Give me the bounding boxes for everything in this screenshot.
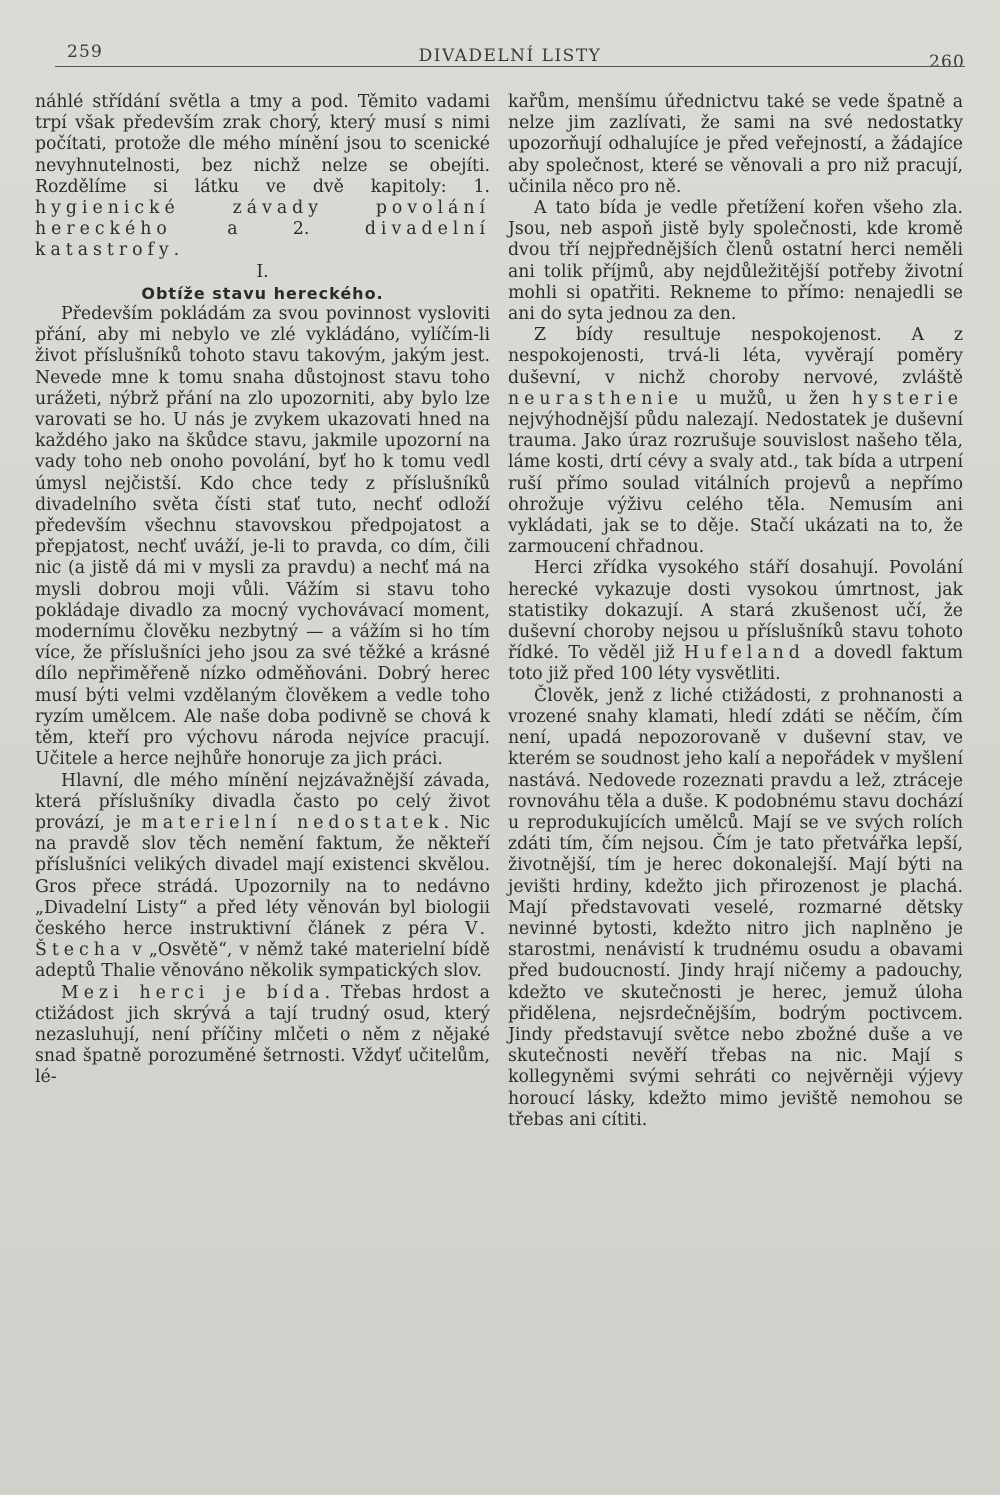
spaced-text: divadelní katastrofy <box>35 219 490 261</box>
paragraph <box>35 983 490 1089</box>
text-run: a 2. <box>171 219 365 240</box>
text-run: Herci zřídka vysokého stáří dosahují. Povolání herecké vykazuje dosti vysokou úmrtnost, jak statistiky dokazují. A stará zkušenost učí, že duševní choroby nejsou u příslušníků stavu tohoto řídké. To věděl již <box>508 558 963 664</box>
paragraph: A tato bída je vedle přetížení kořen všeho zla. Jsou, neb aspoň jistě byly společnosti, kde kromě dvou tří nejpřednějších členů ostatní herci neměli ani tolik příjmů, aby nejdůležitější potřeby životní mohli si opatřiti. Rekneme to přímo: nenajedli se ani do syta jednou za den. <box>508 198 963 325</box>
text-run: Hlavní, dle mého mínění nejzávažnější závada, která příslušníky divadla často po celý život provází, je <box>35 770 490 833</box>
spaced-text: Mezi herci je bída <box>61 982 325 1003</box>
text-run: a dovedl faktum toto již před 100 léty vysvětliti. <box>508 643 963 685</box>
spaced-text: hysterie <box>852 388 963 409</box>
left-column <box>35 92 490 1089</box>
spaced-text: neurasthenie <box>508 388 684 409</box>
section-number: I. <box>256 261 269 282</box>
spaced-text: Hufeland <box>683 643 805 664</box>
section-heading: Obtíže stavu hereckého. <box>141 283 384 303</box>
paragraph: Především pokládám za svou povinnost vysloviti přání, aby mi nebylo ve zlé vykládáno, vylíčím-li život příslušníků tohoto stavu takovým, jakým jest. Nevede mne k tomu snaha důstojnost stavu toho urážeti, nýbrž přání na zlo upozorniti, aby bylo lze varovati se ho. U nás je zvykem ukazovati hned na každého jako na škůdce stavu, jakmile upozorní na vady toho neb onoho povolání, byť ho k tomu vedl úmysl nejčistší. Kdo chce tedy z příslušníků divadelního světa čísti stať tuto, nechť odloží především všechnu stavovskou předpojatost a přepjatost, nechť uváží, je-li to pravda, co dím, čili nic (a jistě dá mi v mysli za pravdu) a nechť má na mysli dobrou moji vůli. Vážím si stavu toho pokládaje divadlo za mocný vychovávací moment, modernímu člověku nezbytný — a vážím si ho tím více, že příslušníci jeho jsou za své těžké a krásné dílo nepřiměřeně nízko odměňováni. Dobrý herec musí býti velmi vzdělaným člověkem a vedle toho ryzím umělcem. Ale naše doba podivně se chová k těm, kteří pro výchovu národa nejvíce pracují. Učitele a herce nejhůře honoruje za jich práci. <box>35 304 490 770</box>
page-number-left: 259 <box>67 42 104 62</box>
text-run: Z bídy resultuje nespokojenost. A z nespokojenosti, trvá-li léta, vyvěrají poměry duševní, v nichž choroby nervové, zvláště <box>508 325 963 388</box>
spaced-text: V. Štecha <box>35 918 490 961</box>
text-run: . Třebas hrdost a ctižádost jich skrývá a tají trudný osud, který nezasluhují, není příčiny mlčeti o něm z nějaké snad špatně porozuměné šetrnosti. Vždyť učitelům, lé- <box>35 982 490 1088</box>
spaced-text: hygienické závady povolání hereckého <box>35 198 490 240</box>
header-rule <box>55 66 965 67</box>
paragraph <box>508 558 963 685</box>
paragraph <box>508 325 963 558</box>
text-run: . Nic na pravdě slov těch nemění faktum, že někteří příslušníci velikých divadel mají existenci skvělou. Gros přece strádá. Upozornily na to nedávno „Divadelní Listy“ a před léty věnován byl biologii českého herce instruktivní článek z péra <box>35 812 490 939</box>
text-run: . <box>173 240 180 261</box>
paragraph: kařům, menšímu úřednictvu také se vede špatně a nelze jim zazlívati, že sami na své nedostatky upozorňují odhalujíce je před veřejností, a žádajíce aby společnost, které se věnovali a pro niž pracují, učinila něco pro ně. <box>508 92 963 197</box>
paragraph <box>35 771 490 983</box>
text-run: nejvýhodnější půdu nalezají. Nedostatek je duševní trauma. Jako úraz rozrušuje souvislost našeho těla, láme kosti, drtí cévy a svaly atd., tak bída a utrpení ruší přímo soulad vitálních projevů a nepřímo ohrožuje výživu celého těla. Nemusím ani vykládati, jak se to děje. Stačí ukázati na to, že zarmoucení chřadnou. <box>508 410 963 558</box>
text-run: u mužů, u žen <box>683 388 853 409</box>
spaced-text: materielní nedostatek <box>141 812 444 833</box>
journal-title: DIVADELNÍ LISTY <box>418 46 602 66</box>
paragraph: Člověk, jenž z liché ctižádosti, z prohnanosti a vrozené snahy klamati, hledí zdáti se něčím, čím není, upadá nepozorovaně v duševní stav, ve kterém se soudnost jeho kalí a nepořádek v myšlení nastává. Nedovede rozeznati pravdu a lež, ztráceje rovnováhu těla a duše. K podobnému stavu dochází u reprodukujících umělců. Mají se ve svých rolích zdáti tím, čím nejsou. Čím je tato přetvářka lepší, životnější, tím je herec dokonalejší. Mají býti na jevišti hrdiny, kdežto jich přirozenost je plachá. Mají představovati veselé, rozmarné dětsky nevinné bytosti, kdežto nitro jich naplněno je starostmi, nenávistí k trudnému osudu a obavami před budoucností. Jindy hrají ničemy a padouchy, kdežto ve skutečnosti je herec, jemuž úloha přidělena, nejsrdečnějším, bodrým poctivcem. Jindy představují světce nebo zbožné duše a ve skutečnosti nevěří třebas na nic. Mají s kollegyněmi svými sehráti co nejvěrněji výjevy horoucí lásky, kdežto mimo jeviště nemohou se třebas ani cítiti. <box>508 685 963 1130</box>
text-run: náhlé střídání světla a tmy a pod. Těmito vadami trpí však především zrak chorý, který musí s nimi počítati, protože dle mého mínění jsou to scenické nevyhnutelnosti, bez nichž nelze se obejíti. Rozdělíme si látku ve dvě kapitoly: 1. <box>35 92 490 197</box>
page-number-right: 260 <box>928 52 965 72</box>
running-header <box>55 42 965 72</box>
text-run: v „Osvětě“, v němž také materielní bídě adeptů Thalie věnováno několik sympatických slov. <box>35 940 490 982</box>
paragraph <box>35 92 490 262</box>
right-column <box>508 92 963 1131</box>
